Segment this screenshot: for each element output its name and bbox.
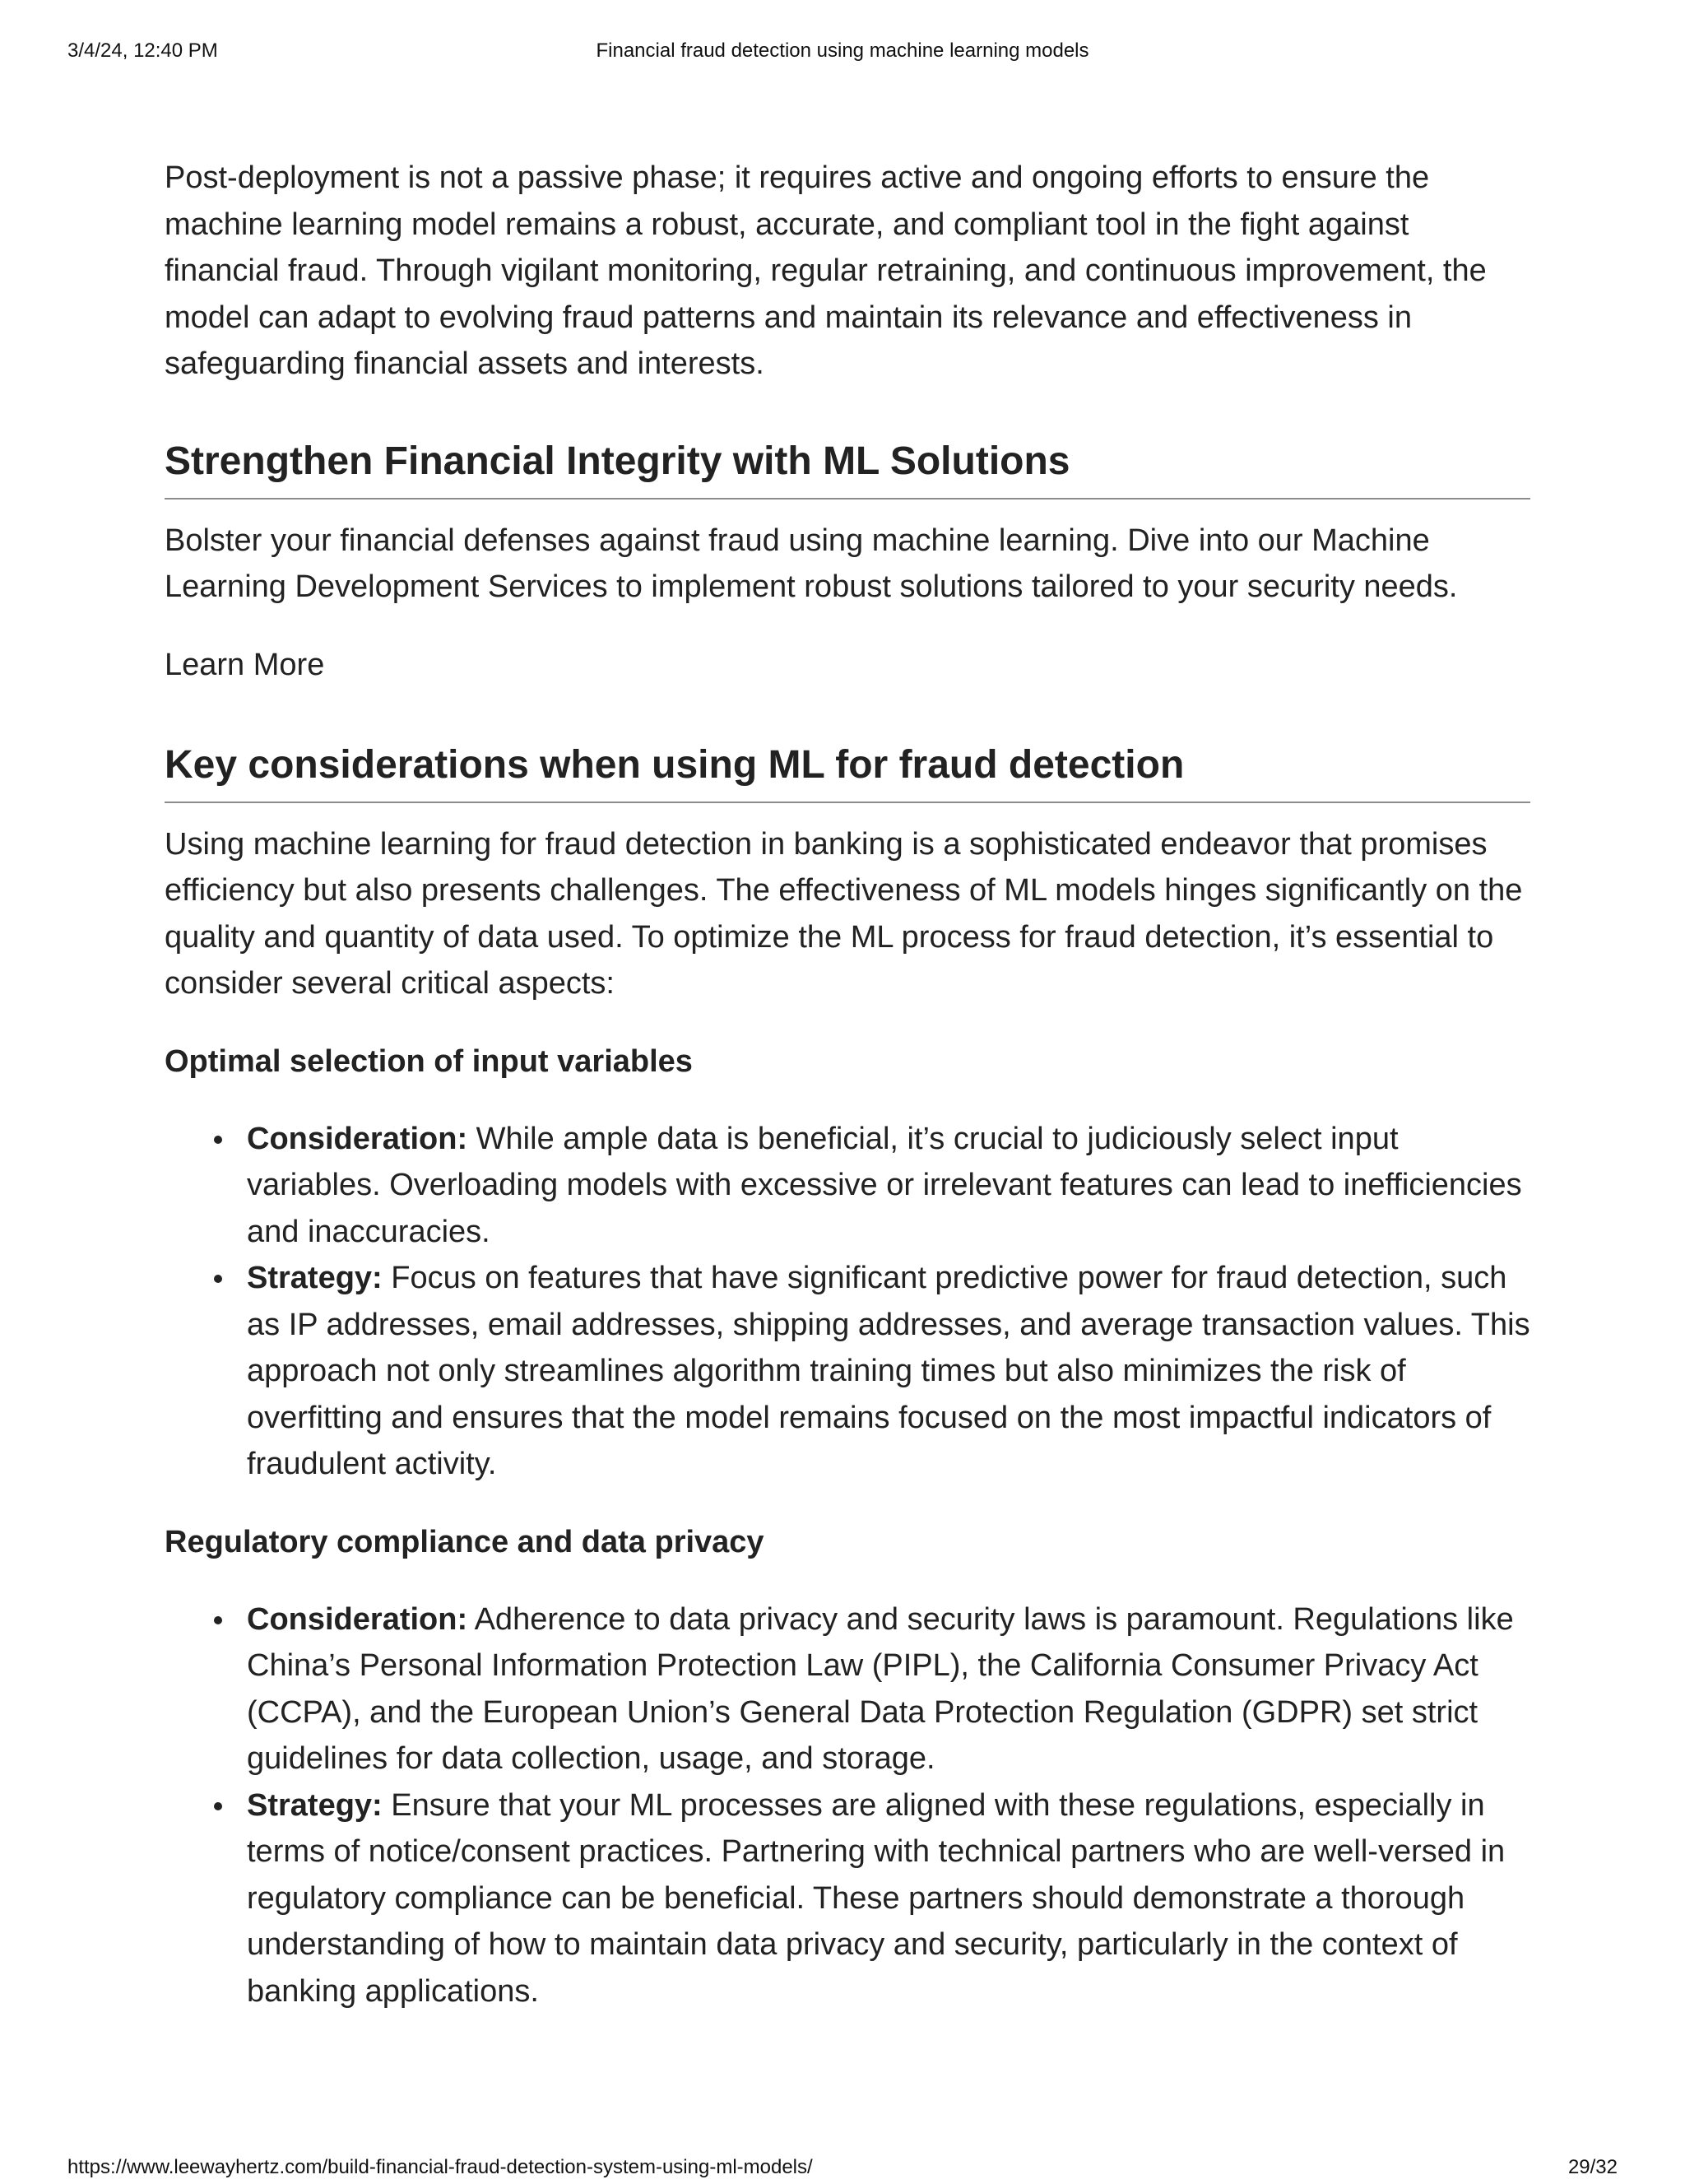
cta-heading: Strengthen Financial Integrity with ML Solutions bbox=[165, 435, 1530, 500]
item-text: Focus on features that have significant predictive power for fraud detection, such as IP addresses, email addresses, shipping addresses, and average transaction values. This approach not only streamlines algorithm training times but also minimizes the risk of overfitting and ensures that the model remains focused on the most impactful indicators of fraudulent activity. bbox=[247, 1261, 1530, 1481]
list-item bbox=[247, 1782, 1530, 2015]
item-label: Strategy: bbox=[247, 1261, 383, 1295]
subsection-title-input-variables: Optimal selection of input variables bbox=[165, 1043, 693, 1079]
bullet-icon bbox=[214, 1275, 222, 1283]
bullet-icon bbox=[214, 1136, 222, 1144]
cta-description: Bolster your financial defenses against fraud using machine learning. Dive into our Machine Learning Development Services to implement robust solutions tailored to your security needs. bbox=[165, 523, 1458, 604]
print-footer bbox=[0, 2156, 1685, 2184]
item-text: Adherence to data privacy and security laws is paramount. Regulations like China’s Personal Information Protection Law (PIPL), the California Consumer Privacy Act (CCPA), and the European Union’s General Data Protection Regulation (GDPR) set strict guidelines for data collection, usage, and storage. bbox=[247, 1601, 1514, 1776]
bullet-icon bbox=[214, 1616, 222, 1624]
intro-paragraph: Post-deployment is not a passive phase; it requires active and ongoing efforts to ensure the machine learning model remains a robust, accurate, and compliant tool in the fight against financial fraud. Through vigilant monitoring, regular retraining, and continuous improvement, the model can adapt to evolving fraud patterns and maintain its relevance and effectiveness in safeguarding financial assets and interests. bbox=[165, 160, 1487, 381]
print-page-number: 29/32 bbox=[1567, 2156, 1618, 2178]
list-item bbox=[247, 1116, 1530, 1256]
subsection-title-regulatory-compliance: Regulatory compliance and data privacy bbox=[165, 1524, 764, 1559]
bullet-icon bbox=[214, 1802, 222, 1810]
regulatory-compliance-list bbox=[165, 1596, 1530, 2015]
item-label: Consideration: bbox=[247, 1601, 468, 1637]
key-considerations-intro: Using machine learning for fraud detection in banking is a sophisticated endeavor that promises efficiency but also presents challenges. The effectiveness of ML models hinges significantly on the quality and quantity of data used. To optimize the ML process for fraud detection, it’s essential to consider several critical aspects: bbox=[165, 826, 1523, 1001]
print-url: https://www.leewayhertz.com/build-financial-fraud-detection-system-using-ml-models/ bbox=[67, 2156, 813, 2178]
learn-more-link[interactable]: Learn More bbox=[165, 647, 325, 682]
item-text: While ample data is beneficial, it’s crucial to judiciously select input variables. Overloading models with excessive or irrelevant features can lead to inefficiencies and inaccuracies. bbox=[247, 1121, 1522, 1249]
print-header bbox=[0, 39, 1685, 67]
list-item bbox=[247, 1255, 1530, 1488]
article-content bbox=[165, 155, 1530, 2046]
input-variables-list bbox=[165, 1116, 1530, 1488]
item-label: Strategy: bbox=[247, 1787, 383, 1823]
print-page-title: Financial fraud detection using machine learning models bbox=[596, 39, 1089, 62]
item-label: Consideration: bbox=[247, 1121, 468, 1156]
key-considerations-heading: Key considerations when using ML for fraud detection bbox=[165, 739, 1530, 803]
print-datetime: 3/4/24, 12:40 PM bbox=[67, 39, 218, 62]
item-text: Ensure that your ML processes are aligned with these regulations, especially in terms of notice/consent practices. Partnering with technical partners who are well-versed in regulatory compliance can be beneficial. These partners should demonstrate a thorough understanding of how to maintain data privacy and security, particularly in the context of banking applications. bbox=[247, 1787, 1506, 2009]
list-item bbox=[247, 1596, 1530, 1782]
